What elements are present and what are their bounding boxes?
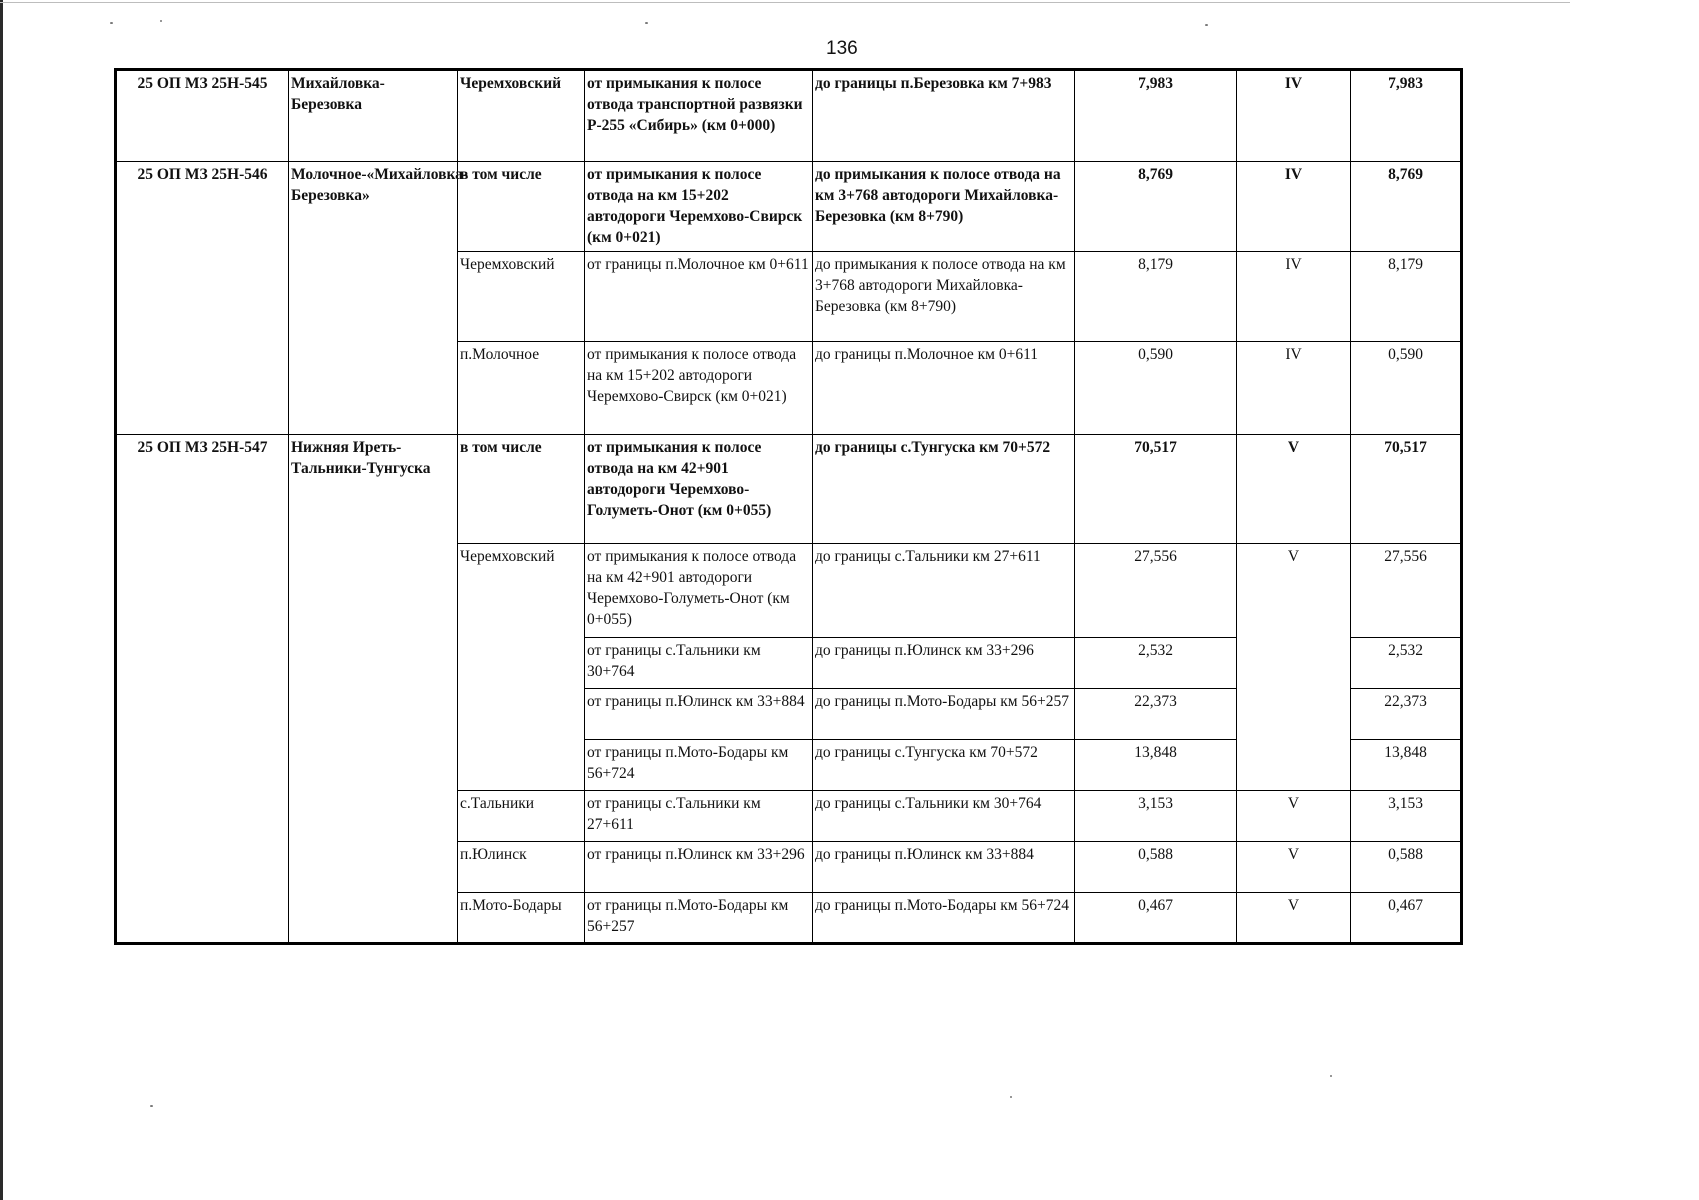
segment-start: от границы п.Мото-Бодары км 56+257 xyxy=(585,893,813,944)
scan-speck xyxy=(160,20,162,22)
scan-speck xyxy=(1205,24,1208,26)
district-cell: Черемховский xyxy=(458,252,585,342)
length-km: 70,517 xyxy=(1075,435,1237,544)
length-total: 27,556 xyxy=(1351,544,1462,638)
length-km: 22,373 xyxy=(1075,689,1237,740)
segment-start: от границы п.Молочное км 0+611 xyxy=(585,252,813,342)
district-cell: в том числе xyxy=(458,435,585,544)
district-cell: Черемховский xyxy=(458,70,585,162)
segment-end: до границы п.Молочное км 0+611 xyxy=(813,342,1075,435)
district-cell: в том числе xyxy=(458,162,585,252)
district-cell: п.Юлинск xyxy=(458,842,585,893)
length-total: 2,532 xyxy=(1351,638,1462,689)
scan-speck xyxy=(150,1105,153,1107)
segment-end: до границы п.Юлинск км 33+884 xyxy=(813,842,1075,893)
scan-edge xyxy=(0,0,3,1200)
road-category: V xyxy=(1237,842,1351,893)
road-code: 25 ОП МЗ 25Н-546 xyxy=(116,162,289,435)
scan-speck xyxy=(645,22,648,24)
length-km: 0,467 xyxy=(1075,893,1237,944)
district-cell: п.Молочное xyxy=(458,342,585,435)
length-total: 7,983 xyxy=(1351,70,1462,162)
table-row xyxy=(116,162,1462,252)
segment-start: от границы п.Мото-Бодары км 56+724 xyxy=(585,740,813,791)
road-category: IV xyxy=(1237,342,1351,435)
segment-end: до границы с.Тунгуска км 70+572 xyxy=(813,740,1075,791)
roads-table xyxy=(114,68,1463,945)
segment-start: от границы п.Юлинск км 33+884 xyxy=(585,689,813,740)
segment-end: до границы п.Мото-Бодары км 56+724 xyxy=(813,893,1075,944)
length-total: 8,179 xyxy=(1351,252,1462,342)
segment-end: до примыкания к полосе отвода на км 3+768 автодороги Михайловка-Березовка (км 8+790) xyxy=(813,162,1075,252)
length-km: 7,983 xyxy=(1075,70,1237,162)
road-category: V xyxy=(1237,791,1351,842)
length-total: 8,769 xyxy=(1351,162,1462,252)
length-total: 70,517 xyxy=(1351,435,1462,544)
road-code: 25 ОП МЗ 25Н-545 xyxy=(116,70,289,162)
district-cell: п.Мото-Бодары xyxy=(458,893,585,944)
segment-start: от границы п.Юлинск км 33+296 xyxy=(585,842,813,893)
length-total: 0,588 xyxy=(1351,842,1462,893)
segment-end: до границы с.Тунгуска км 70+572 xyxy=(813,435,1075,544)
road-name: Молочное-«Михайловка-Березовка» xyxy=(289,162,458,435)
segment-end: до границы с.Тальники км 27+611 xyxy=(813,544,1075,638)
length-km: 3,153 xyxy=(1075,791,1237,842)
segment-end: до границы п.Мото-Бодары км 56+257 xyxy=(813,689,1075,740)
length-total: 0,467 xyxy=(1351,893,1462,944)
segment-end: до примыкания к полосе отвода на км 3+768 автодороги Михайловка-Березовка (км 8+790) xyxy=(813,252,1075,342)
table-row xyxy=(116,70,1462,162)
road-category: IV xyxy=(1237,162,1351,252)
length-km: 2,532 xyxy=(1075,638,1237,689)
road-category: IV xyxy=(1237,252,1351,342)
length-km: 13,848 xyxy=(1075,740,1237,791)
segment-start: от границы с.Тальники км 30+764 xyxy=(585,638,813,689)
table-row xyxy=(116,435,1462,544)
segment-end: до границы п.Юлинск км 33+296 xyxy=(813,638,1075,689)
length-total: 13,848 xyxy=(1351,740,1462,791)
length-km: 27,556 xyxy=(1075,544,1237,638)
scan-speck xyxy=(1010,1096,1012,1098)
length-km: 0,588 xyxy=(1075,842,1237,893)
length-km: 8,179 xyxy=(1075,252,1237,342)
road-name: Михайловка-Березовка xyxy=(289,70,458,162)
length-total: 22,373 xyxy=(1351,689,1462,740)
segment-start: от границы с.Тальники км 27+611 xyxy=(585,791,813,842)
road-category: V xyxy=(1237,544,1351,791)
segment-end: до границы с.Тальники км 30+764 xyxy=(813,791,1075,842)
segment-start: от примыкания к полосе отвода транспортной развязки Р-255 «Сибирь» (км 0+000) xyxy=(585,70,813,162)
district-cell: с.Тальники xyxy=(458,791,585,842)
segment-end: до границы п.Березовка км 7+983 xyxy=(813,70,1075,162)
length-total: 3,153 xyxy=(1351,791,1462,842)
scan-speck xyxy=(110,22,113,24)
length-km: 8,769 xyxy=(1075,162,1237,252)
segment-start: от примыкания к полосе отвода на км 15+202 автодороги Черемхово-Свирск (км 0+021) xyxy=(585,162,813,252)
segment-start: от примыкания к полосе отвода на км 42+901 автодороги Черемхово-Голуметь-Онот (км 0+055) xyxy=(585,544,813,638)
length-km: 0,590 xyxy=(1075,342,1237,435)
scan-top-line xyxy=(0,2,1570,3)
district-cell: Черемховский xyxy=(458,544,585,791)
segment-start: от примыкания к полосе отвода на км 42+901 автодороги Черемхово-Голуметь-Онот (км 0+055) xyxy=(585,435,813,544)
scan-speck xyxy=(1330,1075,1332,1077)
length-total: 0,590 xyxy=(1351,342,1462,435)
road-name: Нижняя Иреть-Тальники-Тунгуска xyxy=(289,435,458,944)
road-code: 25 ОП МЗ 25Н-547 xyxy=(116,435,289,944)
page-number: 136 xyxy=(826,38,858,59)
road-category: V xyxy=(1237,893,1351,944)
road-category: V xyxy=(1237,435,1351,544)
segment-start: от примыкания к полосе отвода на км 15+202 автодороги Черемхово-Свирск (км 0+021) xyxy=(585,342,813,435)
road-category: IV xyxy=(1237,70,1351,162)
